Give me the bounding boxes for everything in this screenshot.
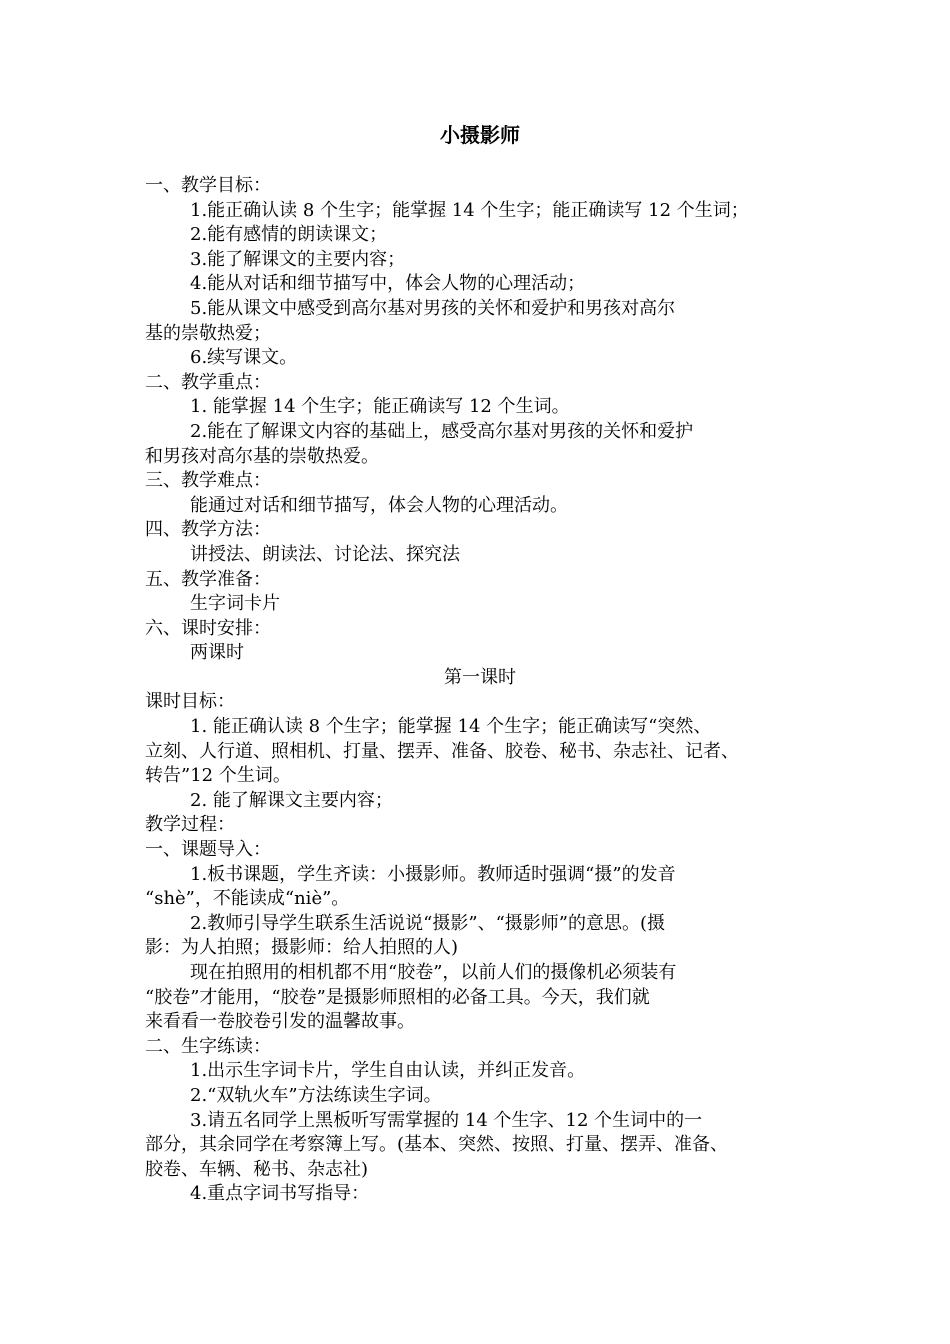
text-line: 现在拍照用的相机都不用“胶卷”，以前人们的摄像机必须装有 xyxy=(190,962,677,983)
text-line: 1. 能正确认读 8 个生字；能掌握 14 个生字；能正确读写“突然、 xyxy=(190,716,712,738)
text-line: 2.能有感情的朗读课文； xyxy=(190,224,388,246)
text-line: 课时目标： xyxy=(145,691,235,713)
text-line: 来看看一卷胶卷引发的温馨故事。 xyxy=(145,1011,415,1033)
text-line: 影：为人拍照；摄影师：给人拍照的人) xyxy=(145,937,459,959)
document-lines xyxy=(145,174,815,1207)
text-line: 2. 能了解课文主要内容； xyxy=(190,789,393,811)
document-title: 小摄影师 xyxy=(440,123,520,147)
text-line: 3.能了解课文的主要内容； xyxy=(190,248,406,270)
text-line: 部分，其余同学在考察簿上写。(基本、突然、按照、打量、摆弄、准备、 xyxy=(145,1134,729,1156)
text-line: 1.能正确认读 8 个生字；能掌握 14 个生字；能正确读写 12 个生词； xyxy=(190,199,749,221)
text-line: 讲授法、朗读法、讨论法、探究法 xyxy=(190,543,460,565)
text-line: 三、教学难点： xyxy=(145,470,271,492)
text-line: 一、课题导入： xyxy=(145,839,271,861)
text-line: 基的崇敬热爱； xyxy=(145,322,271,344)
text-line: 1.出示生字词卡片，学生自由认读，并纠正发音。 xyxy=(190,1060,586,1082)
text-line: 3.请五名同学上黑板听写需掌握的 14 个生字、12 个生词中的一 xyxy=(190,1109,703,1131)
text-line: “胶卷”才能用，“胶卷”是摄影师照相的必备工具。今天，我们就 xyxy=(145,986,650,1008)
text-line: 胶卷、车辆、秘书、杂志社) xyxy=(145,1158,369,1180)
text-line: 5.能从课文中感受到高尔基对男孩的关怀和爱护和男孩对高尔 xyxy=(190,297,676,319)
text-line: 五、教学准备： xyxy=(145,568,271,590)
text-line: 4.重点字词书写指导： xyxy=(190,1183,370,1205)
text-line: 2.能在了解课文内容的基础上，感受高尔基对男孩的关怀和爱护 xyxy=(190,420,694,442)
text-line: 能通过对话和细节描写，体会人物的心理活动。 xyxy=(190,494,568,516)
text-line: 教学过程： xyxy=(145,814,235,836)
text-line: 六、课时安排： xyxy=(145,617,271,639)
text-line: 4.能从对话和细节描写中，体会人物的心理活动； xyxy=(190,273,586,295)
text-line: 1. 能掌握 14 个生字；能正确读写 12 个生词。 xyxy=(190,396,570,418)
document-body xyxy=(145,120,815,1207)
text-line: 立刻、人行道、照相机、打量、摆弄、准备、胶卷、秘书、杂志社、记者、 xyxy=(145,740,739,762)
section-heading: 第一课时 xyxy=(444,666,516,688)
text-line: 二、生字练读： xyxy=(145,1035,271,1057)
text-line: 2.教师引导学生联系生活说说“摄影”、“摄影师”的意思。(摄 xyxy=(190,912,666,934)
text-line: 四、教学方法： xyxy=(145,519,271,541)
text-line: 和男孩对高尔基的崇敬热爱。 xyxy=(145,445,379,467)
text-line: 6.续写课文。 xyxy=(190,347,298,369)
text-line: 生字词卡片 xyxy=(190,593,280,615)
text-line: 1.板书课题，学生齐读：小摄影师。教师适时强调“摄”的发音 xyxy=(190,863,676,885)
text-line: 两课时 xyxy=(190,642,244,664)
text-line: “shè”，不能读成“niè”。 xyxy=(145,888,350,910)
text-line: 转告”12 个生词。 xyxy=(145,765,291,787)
text-line: 二、教学重点： xyxy=(145,371,271,393)
text-line: 一、教学目标： xyxy=(145,175,271,196)
text-line: 2.“双轨火车”方法练读生字词。 xyxy=(190,1084,442,1106)
